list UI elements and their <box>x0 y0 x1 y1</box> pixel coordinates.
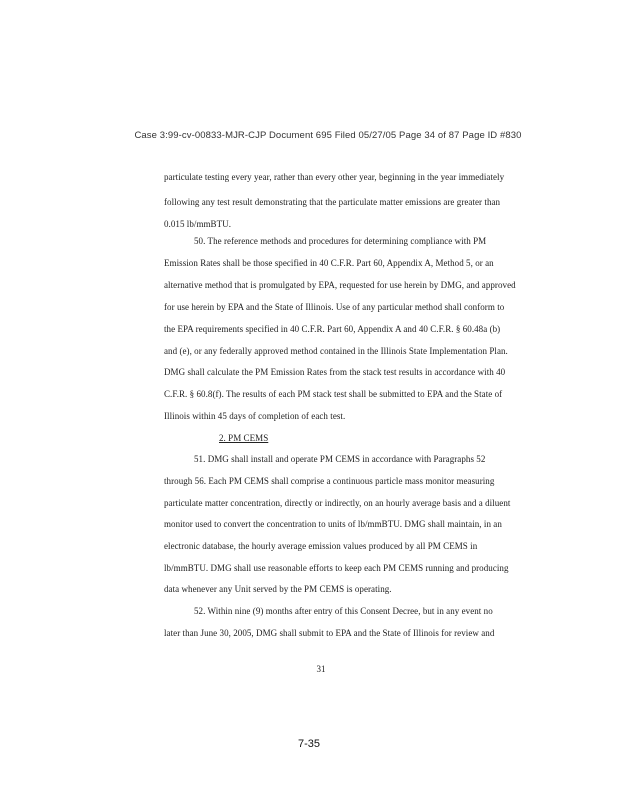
body-line: particulate matter concentration, directly or indirectly, on an hourly average basis and a diluent <box>164 498 511 508</box>
body-line: and (e), or any federally approved method contained in the Illinois State Implementation Plan. <box>164 346 508 356</box>
body-line: particulate testing every year, rather than every other year, beginning in the year immediately <box>164 172 505 182</box>
page-number: 31 <box>316 664 326 674</box>
body-line: electronic database, the hourly average emission values produced by all PM CEMS in <box>164 541 478 551</box>
section-heading-pm-cems: 2. PM CEMS <box>219 433 269 443</box>
exhibit-label: 7-35 <box>297 738 321 750</box>
body-line: Emission Rates shall be those specified in 40 C.F.R. Part 60, Appendix A, Method 5, or an <box>164 258 494 268</box>
body-line: through 56. Each PM CEMS shall comprise a continuous particle mass monitor measuring <box>164 476 495 486</box>
body-line: Illinois within 45 days of completion of each test. <box>164 411 346 421</box>
body-line: 0.015 lb/mmBTU. <box>164 219 232 229</box>
body-line: monitor used to convert the concentration to units of lb/mmBTU. DMG shall maintain, in an <box>164 519 502 529</box>
body-line: alternative method that is promulgated by EPA, requested for use herein by DMG, and approved <box>164 280 516 290</box>
body-line: C.F.R. § 60.8(f). The results of each PM stack test shall be submitted to EPA and the State of <box>164 389 503 399</box>
body-line: lb/mmBTU. DMG shall use reasonable efforts to keep each PM CEMS running and producing <box>164 563 509 573</box>
body-line: for use herein by EPA and the State of Illinois. Use of any particular method shall conform to <box>164 302 505 312</box>
body-line: data whenever any Unit served by the PM CEMS is operating. <box>164 584 392 594</box>
case-header: Case 3:99-cv-00833-MJR-CJP Document 695 Filed 05/27/05 Page 34 of 87 Page ID #830 <box>134 130 522 141</box>
body-line: the EPA requirements specified in 40 C.F.R. Part 60, Appendix A and 40 C.F.R. § 60.48a (b) <box>164 324 501 334</box>
body-line: DMG shall calculate the PM Emission Rates from the stack test results in accordance with 40 <box>164 367 506 377</box>
paragraph-51-start: 51. DMG shall install and operate PM CEMS in accordance with Paragraphs 52 <box>194 454 486 464</box>
paragraph-52-start: 52. Within nine (9) months after entry of this Consent Decree, but in any event no <box>194 606 493 616</box>
body-line: following any test result demonstrating that the particulate matter emissions are greater than <box>164 197 501 207</box>
paragraph-50-start: 50. The reference methods and procedures for determining compliance with PM <box>194 236 487 246</box>
body-line: later than June 30, 2005, DMG shall submit to EPA and the State of Illinois for review and <box>164 628 495 638</box>
